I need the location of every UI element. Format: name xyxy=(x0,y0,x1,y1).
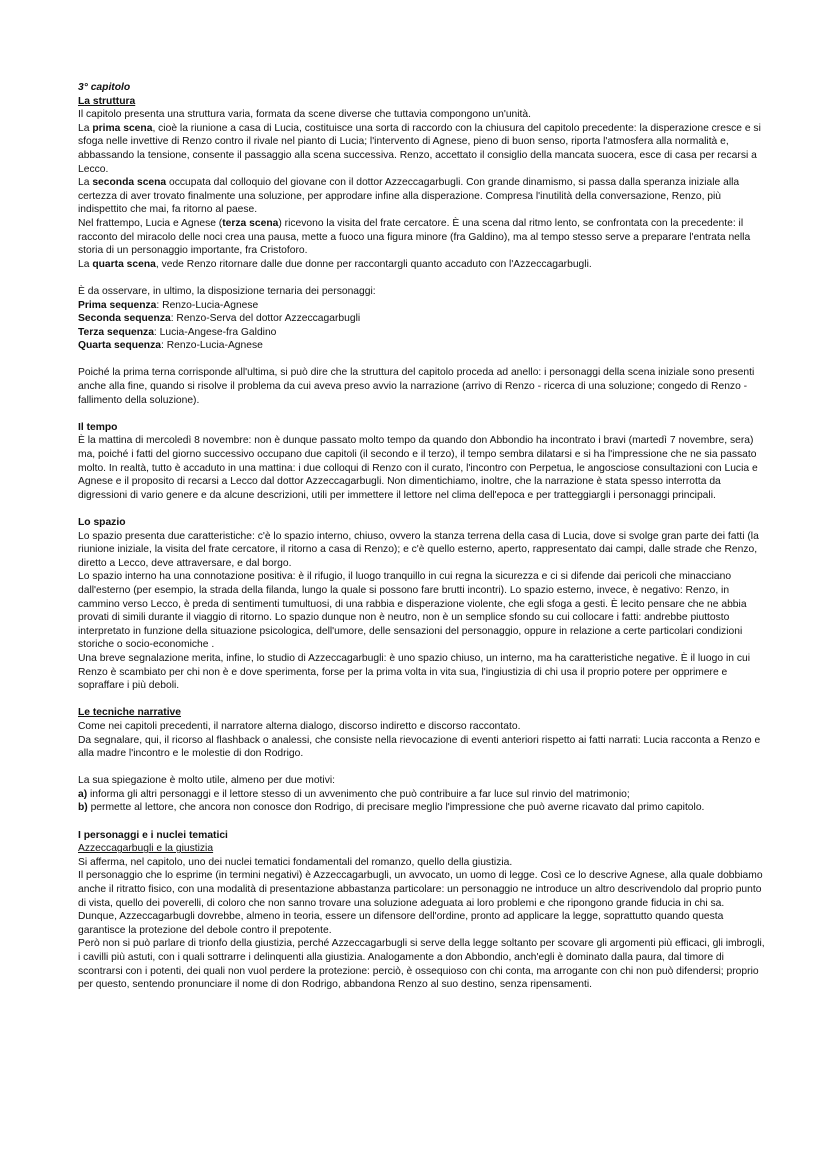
text-run: Nel frattempo, Lucia e Agnese ( xyxy=(78,217,223,229)
bold-term: seconda scena xyxy=(92,177,167,189)
paragraph: La sua spiegazione è molto utile, almeno per due motivi: xyxy=(78,775,335,787)
sequence-item xyxy=(78,312,768,326)
list-label: b) xyxy=(78,802,88,814)
paragraph: Lo spazio presenta due caratteristiche: c'è lo spazio interno, chiuso, ovvero la stanza terrena della casa di Lucia, dove si svolge gran parte dei fatti (la riunione iniziale, la visita del frate cercatore, il ritorno a casa di Renzo); e c'è quello esterno, aperto, rappresentato dai campi, dalle strade che Renzo, diretto a Lecco, deve attraversare, e dal borgo. xyxy=(78,530,759,569)
section-heading-tecniche: Le tecniche narrative xyxy=(78,707,182,719)
text-run: , vede Renzo ritornare dalle due donne per raccontargli quanto accaduto con l'Azzeccagarbugli. xyxy=(155,258,592,270)
paragraph: Da segnalare, qui, il ricorso al flashback o analessi, che consiste nella rievocazione di eventi anteriori rispetto ai fatti narrati: Lucia racconta a Renzo e alla madre l'incontro e le molestie di don Rodrigo. xyxy=(78,734,761,760)
paragraph: Il personaggio che lo esprime (in termini negativi) è Azzeccagarbugli, un avvocato, un uomo di legge. Così ce lo descrive Agnese, alla quale dobbiamo anche il ritratto fisico, con una modalità di presentazione abbastanza particolare: un personaggio ne introduce un altro descrivendolo dal proprio punto di vista, quello dei poverelli, di coloro che non sanno trovare una soluzione adeguata ai loro problemi e che ripongono grande fiducia in chi sa. xyxy=(78,870,763,909)
paragraph: Però non si può parlare di trionfo della giustizia, perché Azzeccagarbugli si serve della legge soltanto per scovare gli argomenti più efficaci, gli imbrogli, i cavilli più astuti, con i quali sottrarre i delinquenti alla giustizia. Analogamente a don Abbondio, anch'egli è dominato dalla paura, dal timore di scontrarsi con i potenti, dei quali non vuol perdere la protezione: perciò, è ossequioso con chi conta, ma arrogante con chi non può difendersi; proprio per questo, sentendo pronunciare il nome di don Rodrigo, abbandona Renzo al suo destino, senza ripensamenti. xyxy=(78,938,765,991)
sequence-text: : Renzo-Lucia-Agnese xyxy=(160,340,263,352)
paragraph: Come nei capitoli precedenti, il narratore alterna dialogo, discorso indiretto e discorso raccontato. xyxy=(78,720,521,732)
paragraph: Poiché la prima terna corrisponde all'ultima, si può dire che la struttura del capitolo proceda ad anello: i personaggi della scena iniziale sono presenti anche alla fine, quando si risolve il problema da cui aveva preso avvio la narrazione (arrivo di Renzo - ricerca di una soluzione; congedo di Renzo - fallimento della soluzione). xyxy=(78,367,755,406)
paragraph: Il capitolo presenta una struttura varia, formata da scene diverse che tuttavia compongono un'unità. xyxy=(78,109,532,121)
paragraph-seconda-scena xyxy=(78,176,768,217)
paragraph: È la mattina di mercoledì 8 novembre: non è dunque passato molto tempo da quando don Abbondio ha incontrato i bravi (martedì 7 novembre, sera) ma, poiché i fatti del giorno successivo occupano due capitoli (il secondo e il terzo), il tempo sembra dilatarsi e si ha l'impressione che ne sia passato molto. In realtà, tutto è accaduto in una mattina: i due colloqui di Renzo con il curato, l'incontro con Perpetua, le angosciose consultazioni con Lucia e Agnese e il proposito di recarsi a Lecco dal dottor Azzeccagarbugli. Non dimentichiamo, inoltre, che la narrazione è stata spesso interrotta da digressioni di vario genere e da alcune descrizioni, utili per immettere il lettore nel clima dell'epoca e per tratteggiargli i personaggi principali. xyxy=(78,435,758,501)
paragraph-terza-scena xyxy=(78,217,768,258)
paragraph: Si afferma, nel capitolo, uno dei nuclei tematici fondamentali del romanzo, quello della giustizia. xyxy=(78,856,513,868)
chapter-title: 3° capitolo xyxy=(78,82,131,93)
section-heading-personaggi: I personaggi e i nuclei tematici xyxy=(78,829,228,841)
text-run: La xyxy=(78,122,93,134)
paragraph: Dunque, Azzeccagarbugli dovrebbe, almeno in teoria, essere un difensore dell'ordine, pronto ad applicare la legge, soprattutto quando questa garantisce la protezione del debole contro il prepotente. xyxy=(78,911,724,936)
text-run: La xyxy=(78,258,93,270)
paragraph-prima-scena xyxy=(78,122,768,176)
list-text: permette al lettore, che ancora non conosce don Rodrigo, di precisare meglio l'impressione che può averne ricavato dal primo capitolo. xyxy=(87,802,705,814)
paragraph: Lo spazio interno ha una connotazione positiva: è il rifugio, il luogo tranquillo in cui regna la sicurezza e ci si difende dai pericoli che minacciano dall'esterno (per esempio, la strada della filanda, lungo la quale si possono fare brutti incontri). Lo spazio esterno, invece, è negativo: Renzo, in cammino verso Lecco, è preda di sentimenti tumultuosi, di una rabbia e disperazione violente, che egli sfoga a gesti. È lecito pensare che ne abbia provati di simili durante il viaggio di ritorno. Lo spazio dunque non è neutro, non è un semplice sfondo su cui collocare i fatti: andrebbe piuttosto interpretato in funzione della situazione psicologica, dell'umore, delle sensazioni del personaggio, oppure in relazione a certe particolari condizioni storiche o socio-economiche . xyxy=(78,571,747,651)
bold-term: terza scena xyxy=(222,217,279,229)
section-heading-spazio: Lo spazio xyxy=(78,517,126,528)
list-item xyxy=(78,788,768,802)
section-heading-struttura: La struttura xyxy=(78,95,136,107)
list-label: a) xyxy=(78,788,88,800)
text-run: La xyxy=(78,177,93,189)
section-heading-tempo: Il tempo xyxy=(78,421,118,433)
bold-term: quarta scena xyxy=(92,258,156,270)
list-item xyxy=(78,801,768,815)
text-run: , cioè la riunione a casa di Lucia, costituisce una sorta di raccordo con la chiusura del capitolo precedente: la disperazione cresce e si sfoga nelle invettive di Renzo contro il rivale nel pianto di Lucia; l'intervento di Agnese, pieno di buon senso, riporta l'atmosfera alla normalità e, abbassando la tensione, consente il passaggio alla scena successiva. Renzo, accettato il consiglio della mancata suocera, esce di casa per recarsi a Lecco. xyxy=(78,122,761,175)
paragraph: È da osservare, in ultimo, la disposizione ternaria dei personaggi: xyxy=(78,285,376,297)
sequence-label: Quarta sequenza xyxy=(78,340,161,352)
sequence-label: Terza sequenza xyxy=(78,326,154,338)
bold-term: prima scena xyxy=(92,122,153,134)
sequence-item xyxy=(78,299,768,313)
sequence-label: Seconda sequenza xyxy=(78,313,171,325)
sequence-text: : Renzo-Serva del dottor Azzeccagarbugli xyxy=(170,313,361,325)
document-page xyxy=(78,81,768,992)
sequence-text: : Lucia-Angese-fra Galdino xyxy=(153,326,277,338)
paragraph-quarta-scena xyxy=(78,258,768,272)
sequence-item xyxy=(78,326,768,340)
sequence-label: Prima sequenza xyxy=(78,299,157,311)
subheading-azzeccagarbugli: Azzeccagarbugli e la giustizia xyxy=(78,843,214,855)
text-run: ) ricevono la visita del frate cercatore. È una scena dal ritmo lento, se confrontata con la precedente: il racconto del miracolo delle noci crea una pausa, mette a fuoco una figura minore (fra Galdino), ma al tempo stesso serve a preparare l'entrata nella storia di un personaggio importante, fra Cristoforo. xyxy=(78,217,751,257)
text-run: occupata dal colloquio del giovane con il dottor Azzeccagarbugli. Con grande dinamismo, si passa dalla speranza iniziale alla certezza di aver trovato finalmente una soluzione, per approdare infine alla disperazione. Compresa l'inutilità della conversazione, Renzo, più indispettito che mai, fa ritorno al paese. xyxy=(78,177,740,216)
sequence-item xyxy=(78,339,768,353)
paragraph: Una breve segnalazione merita, infine, lo studio di Azzeccagarbugli: è uno spazio chiuso, un interno, ma ha caratteristiche negative. È il luogo in cui Renzo è scambiato per chi non è e dove sperimenta, forse per la prima volta in vita sua, l'ingiustizia di chi usa il proprio potere per opprimere e sopraffare i più deboli. xyxy=(78,652,750,692)
list-text: informa gli altri personaggi e il lettore stesso di un avvenimento che può contribuire a far luce sul rinvio del matrimonio; xyxy=(87,788,630,800)
sequence-text: : Renzo-Lucia-Agnese xyxy=(156,299,259,311)
